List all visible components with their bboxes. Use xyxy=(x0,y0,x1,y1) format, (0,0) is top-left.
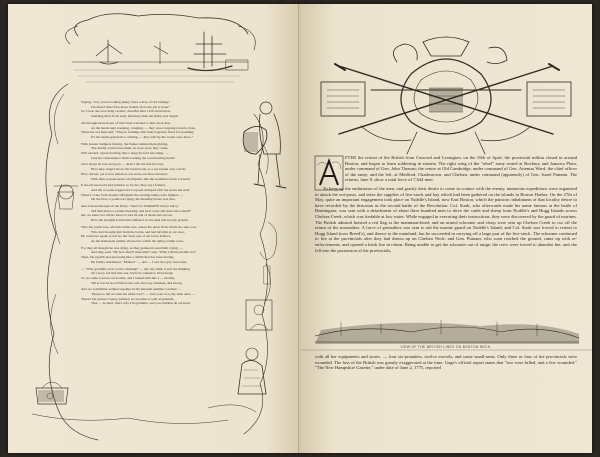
poem-line: It's the death-grip that's a coming, — they will try the works once more." xyxy=(91,134,194,139)
poem-stanza xyxy=(81,225,243,244)
poem-stanza xyxy=(81,121,243,140)
poem-line: Saying, "Col, you're looking pinky; have a drop of old Jamaky; xyxy=(81,100,170,104)
poem-line: And the wooden-legged old Corporal stumped with me down the stair: xyxy=(91,187,190,192)
poem-line: On the floor a youth was lying; his bleeding breast was bare. xyxy=(91,197,176,202)
paragraph: To keep up the enthusiasm of the men, and gratify their desire to come in contact with the enemy, numerous expeditions were organized to attack the out-posts, and seize the supplies of live-stock and hay which had been gathered on the islands in Boston Harbor. On the 27th of May, quite an important engagement took place on Noddle's Island, now East Boston, which the patriotic inhabitants of that locality desire to have recorded by the historian as the second battle of the Revolution. Col. Stark, who afterwards made his name famous at the battle of Bennington, was sent with a detachment of about three hundred men to drive the cattle and sheep from Noddle's and Hogg Islands across Chelsea Creek, which was fordable at low water. While engaged in executing their instructions, they were discovered by the guard of marines. The British admiral hoisted a red flag at the mainmast-head; and an armed schooner and sloop were sent up Chelsea Creek to cut off the return of the marauders. A force of grenadiers was sent to aid the marine guard on Noddle's Island; and Col. Stark was forced to retreat to Hogg Island (now Breed's), and thence to the mainland; but he succeeded in carrying off a large part of the live-stock. The schooner continued to fire at the provincials after they had drawn up on Chelsea Neck; and Gen. Putnam, who soon reached the ground, came up with re-enforcements, and opened a brisk fire in return. Being unable to get the schooner out of range, the crew were forced to abandon her, and she fell into the possession of the provincials, xyxy=(315,185,577,253)
poem-line: How, driven, yet scarce defeated, our worn-out men retreated, xyxy=(81,171,168,176)
poem-line: Like the rattlesnake's shrill warning the reverberating drum! xyxy=(91,155,176,160)
right-page xyxy=(301,4,592,453)
poem-line: Still onward, upward toiling, like a dragon's fold uncoiling, — xyxy=(81,151,169,156)
poem-stanza xyxy=(81,287,243,306)
poem-line: And they said, "Oh how they'll miss him!" and, "What will his mother do?" xyxy=(91,250,197,255)
poem-line: He could not speak to tell us; but 'twas one of our brave fellows, xyxy=(81,234,172,239)
poem-line: So we came to know each other, and I nursed him like a — mother, xyxy=(81,275,176,280)
poem-line: I'm afeard there'll be more trouble afore the job is done;" xyxy=(91,104,171,109)
poem-line: Then, his eyelids just unclosing like a child's that has been dozing, xyxy=(81,255,175,260)
book-spread xyxy=(8,4,592,453)
poem-line: Standing there from early morning when the firing was begun. xyxy=(91,114,179,119)
poem-stanza xyxy=(81,162,243,181)
poem-line: And I heard through all the flurry, "Send for WARREN! hurry! hurry! xyxy=(81,204,179,209)
poem-line: With their powder-horns all emptied, like the swimmers from a wreck? xyxy=(91,176,191,181)
poem-line: Ah, we knew not till the morrow told its tale of death and sorrow, xyxy=(81,213,173,218)
poem-line: There's his picture Copley painted: we became so well acquainted, xyxy=(81,296,175,301)
poem-line: For they all thought he was dying, as they gathered round him crying, — xyxy=(81,245,183,250)
article-body xyxy=(315,155,577,256)
poem-stanza xyxy=(81,204,243,223)
poem-stanza xyxy=(81,142,243,161)
poem-line: "Please to tell us what his name was?" — Just your own, my little dear, — xyxy=(91,292,196,297)
poem-line: How the starlight found him stiffened on the dark and bloody ground. xyxy=(91,218,189,223)
poem-line: Of a story not like this one. Well, he somehow lived along; xyxy=(91,271,174,276)
poem-line: Till at last he stood before me, tall, and rosy-cheeked, and strong. xyxy=(91,280,183,285)
poem-line: It has all been told and painted; as for me, they say I fainted, xyxy=(81,183,166,188)
poem-line: All through those hours of trial I had watched a calm clock dial, xyxy=(81,120,171,125)
poem-line: — "Why grandma, how you're winking!" — Ah, my child, it sets me thinking xyxy=(81,266,190,271)
poem-line: Who had brought him from the battle, and had left him at our door, xyxy=(91,229,185,234)
poem-line: Over heaps all torn and gory — shall I tell the fearful story, xyxy=(81,162,165,167)
paragraph: with all her equipments and stores. — four six-pounders, twelve swivels, and some small-arms. Only three or four of the provincials were wounded. The loss of the British was greatly exaggerated at the time. Gage's official report states that "two were killed, and a few wounded." "The New Hampshire Gazette," under date of June 2, 1775, reported xyxy=(315,354,577,371)
poem-line: He faintly murmured, "Mother!" — and — I saw his eyes were blue. xyxy=(91,259,188,264)
poem-line: Who the youth was, what his name was, where the place from which he came was, xyxy=(81,224,197,229)
poem-stanza xyxy=(81,246,243,265)
article-continuation xyxy=(315,354,577,371)
poem-line: And we sometimes walked together in the pleasant summer weather; — xyxy=(81,287,182,292)
left-page xyxy=(8,4,299,453)
poem xyxy=(81,100,243,308)
poem-line: How they surged above the breastwork, as a sea breaks over a deck; xyxy=(91,167,187,172)
poem-line: When I woke from dreams affrighted the evening lamps were lighted, — xyxy=(81,192,183,197)
poem-stanza xyxy=(81,267,243,286)
paragraph: FTER the retreat of the British from Concord and Lexington, on the 19th of April, the provincial militia closed in around Boston, and began to learn soldiering in earnest. The right wing of the "rebel" army rested at Roxbury and Jamaica Plain, under command of Gen. John Thomas; the centre at Old Cambridge, under command of Gen. Artemas Ward, the chief officer of the army; and the left, at Medford, Charlestown, and Chelsea, under command (apparently) of Gen. Israel Putnam. The returns, June 9, show a total force of 7,644 men. xyxy=(345,155,577,183)
poem-line: As the homespun plainly showed us which the dying soldier wore. xyxy=(91,238,185,243)
poem-stanza xyxy=(81,183,243,202)
illustration-caption: VIEW OF THE BRITISH LINES ON BOSTON NECK. xyxy=(400,345,492,349)
poem-line: The deadly wall before them, in close array they come; xyxy=(91,146,169,151)
poem-line: That — in short, that's why I'm grandma, and you children all are here! xyxy=(91,301,191,306)
poem-line: As the hands kept creeping, creeping, — they were creeping round to four, xyxy=(91,125,196,130)
poem-stanza xyxy=(81,100,243,119)
poem-line: When the old man said, "They're forming with their bagonets fixed for storming; xyxy=(81,130,195,135)
poem-line: Tell him here's a soldier bleeding, and he'll come and dress his wound!" xyxy=(91,208,192,213)
poem-line: With brazen trumpets blaring, the flames behind them glaring, xyxy=(81,141,169,146)
poem-line: So I took one scorching swaller; dreadful faint I felt and hollow, xyxy=(81,109,171,114)
